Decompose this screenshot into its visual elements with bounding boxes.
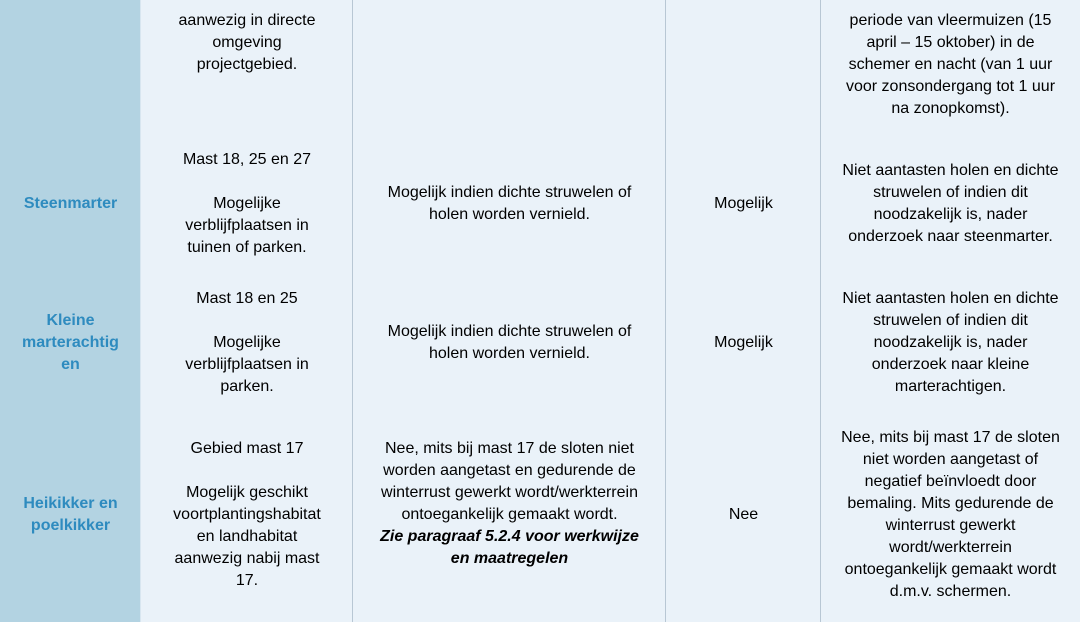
table-cell-location xyxy=(141,288,353,398)
cell-text: aanwezig in directe omgeving projectgebied. xyxy=(178,12,316,73)
cell-text: Nee, mits bij mast 17 de sloten niet worden aangetast en gedurende de winterrust gewerkt wordt/werkterrein ontoegankelijk gemaakt wordt. xyxy=(381,440,638,523)
cell-text: Niet aantasten holen en dichte struwelen of indien dit noodzakelijk is, nader onderzoek naar steenmarter. xyxy=(842,162,1059,245)
species-name xyxy=(0,310,141,376)
cell-text: Heikikker en poelkikker xyxy=(23,495,118,534)
cell-text: periode van vleermuizen (15 april – 15 oktober) in de schemer en nacht (van 1 uur voor zonsondergang tot 1 uur na zonopkomst). xyxy=(845,12,1056,117)
species-name xyxy=(0,493,141,537)
species-name xyxy=(0,193,141,215)
cell-text: Mogelijk xyxy=(714,334,773,351)
cell-text: Mogelijk xyxy=(714,195,773,212)
table-cell-measure xyxy=(821,10,1080,120)
table-cell-effect xyxy=(353,182,666,226)
table-cell-possible xyxy=(666,504,821,526)
cell-text: Gebied mast 17 Mogelijk geschikt voortplantingshabitat en landhabitat aanwezig nabij mast 17. xyxy=(173,440,321,589)
table-cell-measure xyxy=(821,427,1080,603)
cell-text: Kleine marterachtig en xyxy=(22,312,119,373)
table-cell-location xyxy=(141,438,353,592)
cell-text: Mogelijk indien dichte struwelen of holen worden vernield. xyxy=(387,323,632,362)
table-cell-effect xyxy=(353,438,666,570)
table-cell-location xyxy=(141,10,353,76)
cell-text: Mast 18 en 25 Mogelijke verblijfplaatsen in parken. xyxy=(185,290,309,395)
cell-text: Mast 18, 25 en 27 Mogelijke verblijfplaatsen in tuinen of parken. xyxy=(182,151,312,256)
table-cell-possible xyxy=(666,193,821,215)
table-cell-measure xyxy=(821,160,1080,248)
possible-column xyxy=(666,0,821,622)
table-cell-effect xyxy=(353,321,666,365)
table-cell-measure xyxy=(821,288,1080,398)
table-cell-possible xyxy=(666,332,821,354)
cell-text: Niet aantasten holen en dichte struwelen of indien dit noodzakelijk is, nader onderzoek naar kleine marterachtigen. xyxy=(842,290,1059,395)
table-cell-location xyxy=(141,149,353,259)
cell-text: Steenmarter xyxy=(23,195,118,212)
cell-text: Nee, mits bij mast 17 de sloten niet worden aangetast of negatief beïnvloedt door bemaling. Mits gedurende de winterrust gewerkt wordt/werkterrein ontoegankelijk gemaakt wordt d.m.v. schermen. xyxy=(841,429,1060,600)
cell-text: Nee xyxy=(728,506,759,523)
cell-text: Mogelijk indien dichte struwelen of holen worden vernield. xyxy=(387,184,632,223)
reference-note: Zie paragraaf 5.2.4 voor werkwijze en maatregelen xyxy=(380,528,639,567)
